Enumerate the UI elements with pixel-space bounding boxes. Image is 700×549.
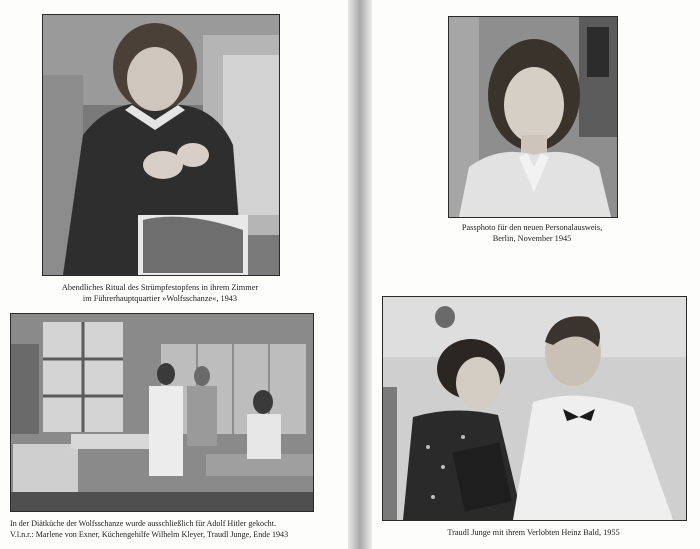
caption-photo-1 (42, 282, 278, 304)
caption-photo-4-line-1: Traudl Junge mit ihrem Verlobten Heinz Bald, 1955 (447, 528, 620, 537)
caption-photo-4 (382, 527, 685, 538)
photo-darning-stockings (42, 14, 280, 276)
caption-photo-2 (10, 518, 348, 540)
caption-photo-2-line-2: V.l.n.r.: Marlene von Exner, Küchengehilfe Wilhelm Kleyer, Traudl Junge, Ende 1943 (10, 530, 289, 539)
caption-photo-1-line-1: Abendliches Ritual des Strümpfestopfens in ihrem Zimmer (61, 283, 259, 292)
caption-photo-3 (448, 222, 616, 244)
caption-photo-3-line-2: Berlin, November 1945 (492, 234, 572, 243)
caption-photo-1-line-2: im Führerhauptquartier »Wolfsschanze«, 1943 (82, 294, 238, 303)
photo-diet-kitchen (10, 313, 314, 512)
photo-passport-portrait (448, 16, 618, 218)
caption-photo-3-line-1: Passphoto für den neuen Personalausweis, (461, 223, 603, 232)
caption-photo-2-line-1: In der Diätküche der Wolfsschanze wurde ausschließlich für Adolf Hitler gekocht. (10, 519, 276, 528)
photo-couple-1955 (382, 296, 687, 521)
book-gutter (348, 0, 372, 549)
